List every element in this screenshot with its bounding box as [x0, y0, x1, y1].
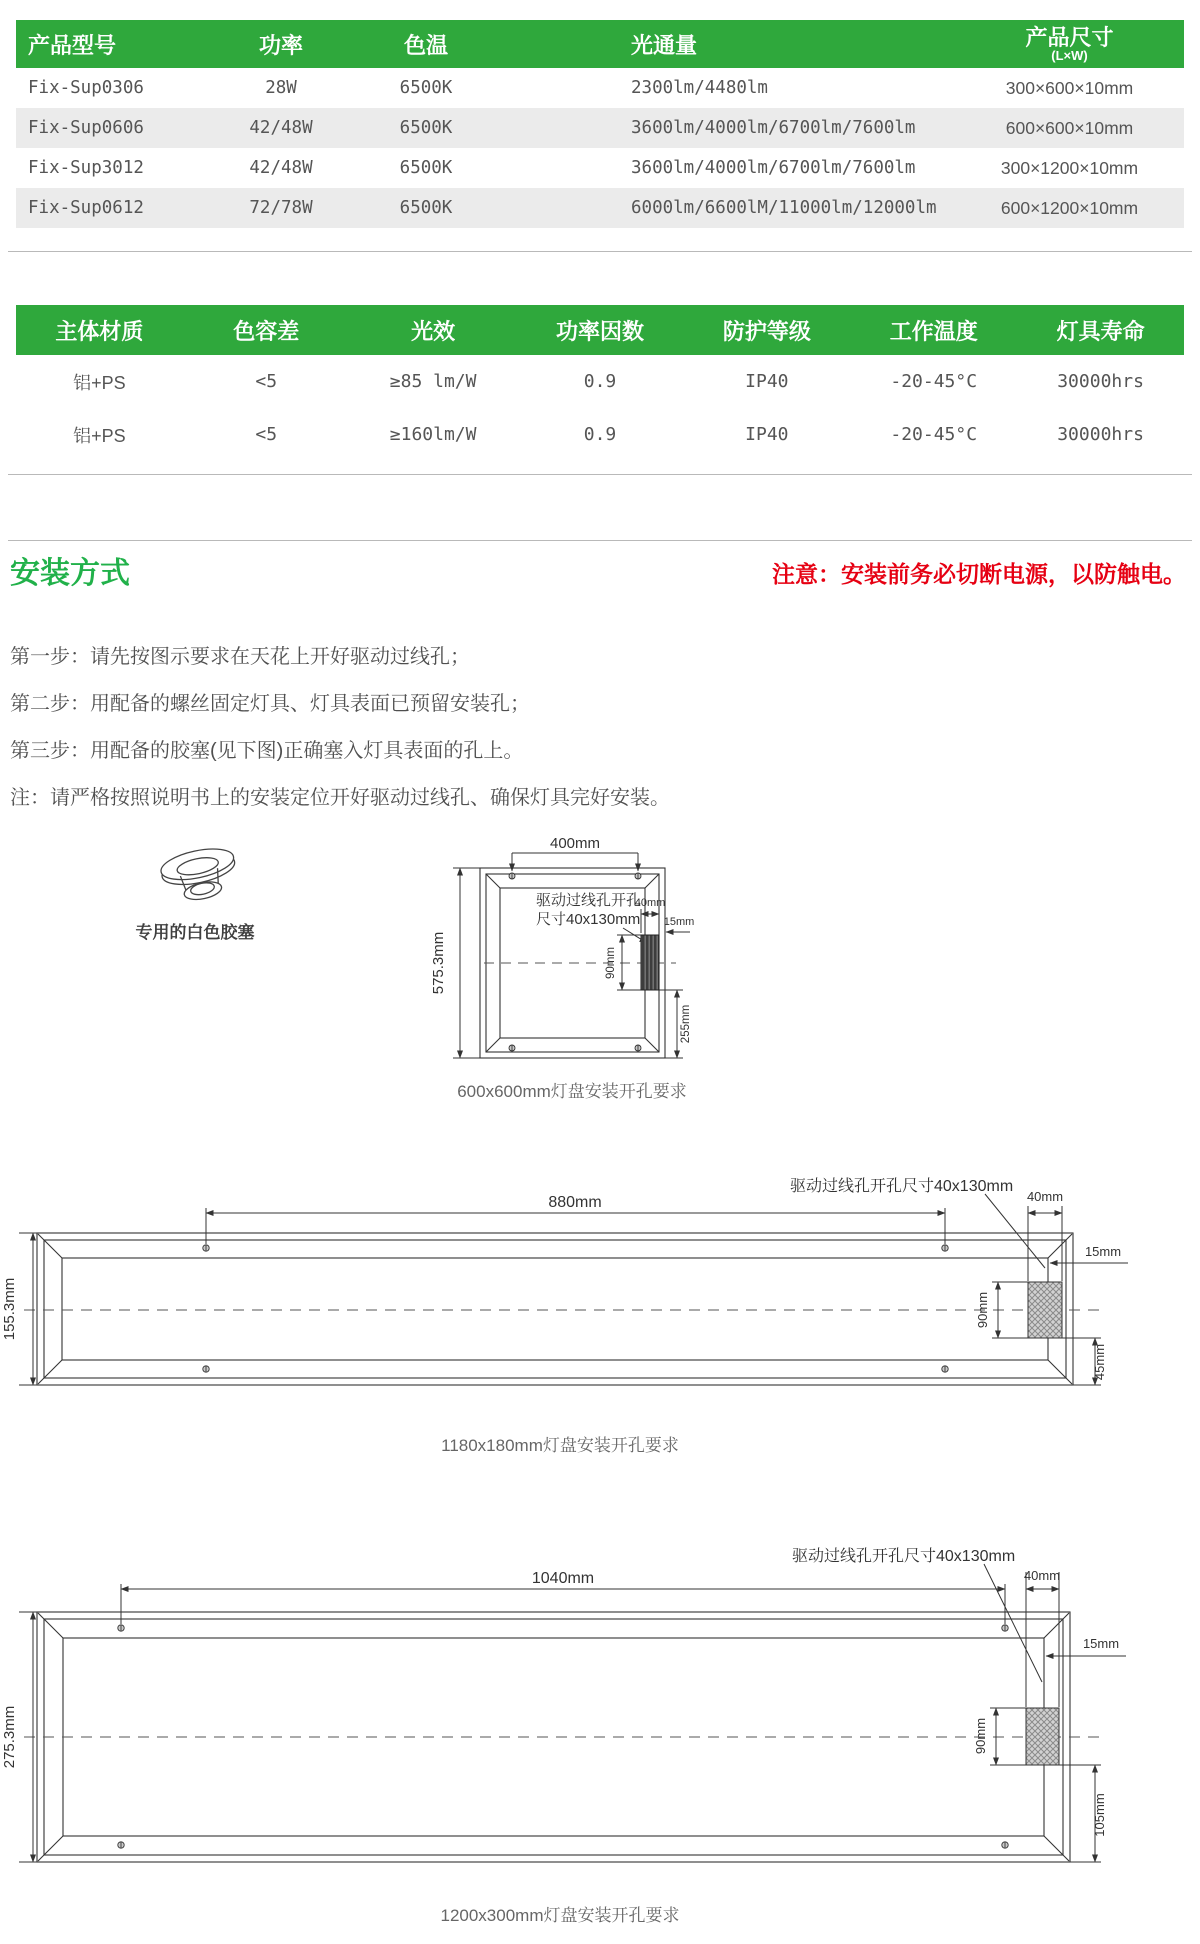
dim-edge: 15mm	[663, 916, 695, 928]
diagram-1180x180	[0, 1160, 1200, 1470]
hole-note-line2: 尺寸40x130mm	[536, 911, 641, 928]
model-cell: Fix-Sup0306	[28, 78, 144, 98]
dim-hole-height: 90mm	[973, 1717, 988, 1755]
spec-row	[16, 188, 1184, 228]
dimension-lines	[19, 1194, 1128, 1385]
flux-cell: 3600lm/4000lm/6700lm/7600lm	[631, 158, 916, 178]
divider	[8, 540, 1192, 541]
sdcm-cell: <5	[255, 371, 278, 392]
col-flux: 光通量	[631, 32, 698, 58]
dim-top: 880mm	[548, 1194, 602, 1211]
power-cell: 42/48W	[249, 158, 313, 178]
pf-cell: 0.9	[583, 424, 617, 445]
size-cell: 600×1200×10mm	[1000, 197, 1139, 218]
param-row	[16, 408, 1184, 461]
cct-cell: 6500K	[399, 158, 453, 178]
dim-edge: 15mm	[1084, 1244, 1122, 1259]
cct-cell: 6500K	[399, 78, 453, 98]
efficacy-cell: ≥160lm/W	[389, 424, 477, 445]
hole-note: 驱动过线孔开孔尺寸40x130mm	[790, 1178, 1014, 1195]
ip-cell: IP40	[745, 424, 789, 445]
diagram-600x600	[430, 835, 780, 1120]
dim-hole-width: 40mm	[1023, 1568, 1061, 1583]
param-table	[16, 305, 1184, 461]
divider	[8, 474, 1192, 475]
step-2: 第二步：用配备的螺丝固定灯具、灯具表面已预留安装孔；	[10, 693, 530, 715]
sdcm-cell: <5	[255, 424, 278, 445]
step-note: 注：请严格按照说明书上的安装定位开好驱动过线孔、确保灯具完好安装。	[10, 787, 670, 809]
diagram-caption: 1180x180mm灯盘安装开孔要求	[441, 1436, 679, 1455]
step-1: 第一步：请先按图示要求在天花上开好驱动过线孔；	[10, 646, 470, 668]
model-cell: Fix-Sup0606	[28, 118, 144, 138]
ip-cell: IP40	[745, 371, 789, 392]
size-cell: 300×600×10mm	[1005, 77, 1134, 98]
col-power: 功率	[258, 32, 303, 58]
param-table-header	[16, 305, 1184, 355]
rubber-plug-figure	[140, 842, 260, 914]
flux-cell: 2300lm/4480lm	[631, 78, 768, 98]
life-cell: 30000hrs	[1057, 371, 1144, 392]
cct-cell: 6500K	[399, 198, 453, 218]
dimension-lines	[19, 1564, 1126, 1862]
cct-cell: 6500K	[399, 118, 453, 138]
power-cell: 72/78W	[249, 198, 313, 218]
model-cell: Fix-Sup0612	[28, 198, 144, 218]
panel-frame	[37, 1612, 1070, 1862]
material-cell: 铝+PS	[73, 372, 126, 393]
efficacy-cell: ≥85 lm/W	[389, 371, 477, 392]
spec-table-header	[16, 20, 1184, 68]
step-3: 第三步：用配备的胶塞(见下图)正确塞入灯具表面的孔上。	[10, 740, 524, 762]
install-steps	[10, 634, 670, 822]
dim-offset: 105mm	[1092, 1793, 1107, 1837]
dim-edge: 15mm	[1082, 1636, 1120, 1651]
life-cell: 30000hrs	[1057, 424, 1144, 445]
material-cell: 铝+PS	[73, 425, 126, 446]
dim-top: 400mm	[549, 835, 601, 852]
col-size-label: 产品尺寸	[1025, 24, 1114, 50]
panel-frame	[37, 1233, 1073, 1385]
diagram-caption: 600x600mm灯盘安装开孔要求	[457, 1082, 687, 1101]
flux-cell: 3600lm/4000lm/6700lm/7600lm	[631, 118, 916, 138]
warning-text: 注意：安装前务必切断电源，以防触电。	[772, 561, 1186, 587]
flux-cell: 6000lm/6600lM/11000lm/12000lm	[631, 198, 937, 218]
col-pf: 功率因数	[555, 318, 644, 344]
plug-label: 专用的白色胶塞	[135, 923, 255, 942]
col-model: 产品型号	[28, 32, 117, 58]
col-ip: 防护等级	[722, 318, 811, 344]
temp-cell: -20-45°C	[890, 371, 978, 392]
wiring-hole	[1026, 1708, 1059, 1765]
size-cell: 300×1200×10mm	[1000, 157, 1139, 178]
dim-left: 575.3mm	[430, 931, 447, 995]
screw-holes	[203, 1245, 948, 1372]
divider	[8, 251, 1192, 252]
power-cell: 28W	[265, 78, 297, 98]
diagram-caption: 1200x300mm灯盘安装开孔要求	[440, 1906, 680, 1925]
col-sdcm: 色容差	[233, 318, 300, 344]
power-cell: 42/48W	[249, 118, 313, 138]
spec-row	[16, 148, 1184, 188]
model-cell: Fix-Sup3012	[28, 158, 144, 178]
param-row	[16, 355, 1184, 408]
dim-left: 155.3mm	[1, 1277, 18, 1341]
wiring-hole	[1028, 1282, 1062, 1338]
wiring-hole	[641, 935, 659, 990]
spec-table	[16, 20, 1184, 228]
pf-cell: 0.9	[583, 371, 617, 392]
dim-hole-height: 90mm	[975, 1291, 990, 1329]
hole-note: 驱动过线孔开孔尺寸40x130mm	[792, 1548, 1016, 1565]
dim-top: 1040mm	[531, 1570, 595, 1587]
diagram-1200x300	[0, 1530, 1200, 1944]
dim-offset: 45mm	[1092, 1343, 1107, 1381]
spec-row	[16, 108, 1184, 148]
dim-hole-height: 90mm	[605, 947, 617, 979]
dim-hole-width: 40mm	[634, 897, 666, 909]
col-cct: 色温	[403, 32, 448, 58]
size-cell: 600×600×10mm	[1005, 117, 1134, 138]
spec-row	[16, 68, 1184, 108]
dim-hole-width: 40mm	[1026, 1189, 1064, 1204]
hole-note-line1: 驱动过线孔开孔	[536, 892, 642, 909]
col-material: 主体材质	[55, 318, 144, 344]
col-efficacy: 光效	[411, 318, 456, 344]
col-temp: 工作温度	[889, 318, 978, 344]
dim-left: 275.3mm	[1, 1705, 18, 1769]
section-title: 安装方式	[10, 557, 130, 590]
col-size-sub: (L×W)	[1051, 47, 1088, 63]
col-life: 灯具寿命	[1056, 318, 1145, 344]
temp-cell: -20-45°C	[890, 424, 978, 445]
dim-offset: 255mm	[680, 1004, 692, 1044]
col-size	[955, 26, 1184, 63]
